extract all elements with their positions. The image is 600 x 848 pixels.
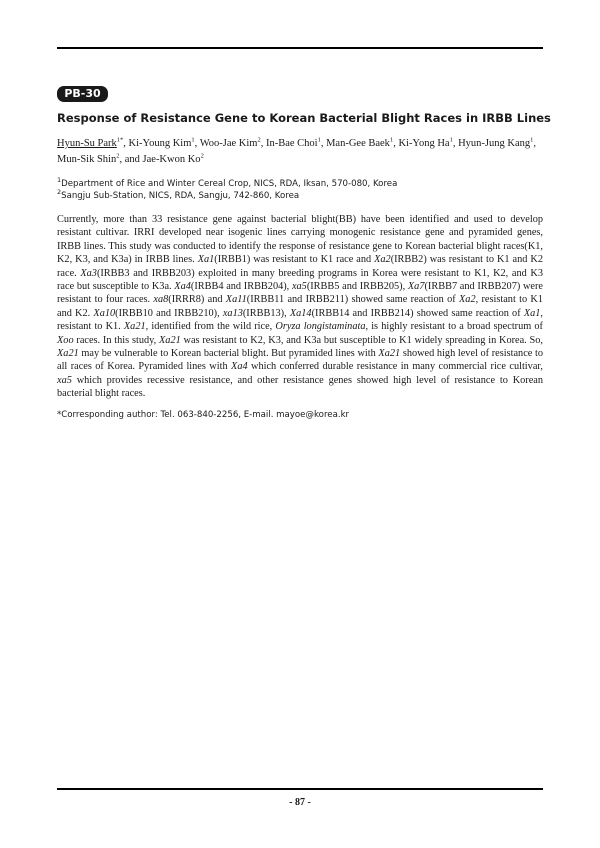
affiliation-text: Department of Rice and Winter Cereal Crop, NICS, RDA, Iksan, 570-080, Korea <box>61 179 398 189</box>
author <box>398 138 452 149</box>
gene-name: xa5 <box>291 281 307 293</box>
gene-name: Xa14 <box>289 307 312 319</box>
gene-name: Xa21 <box>123 321 146 333</box>
abstract-segment: which conferred durable resistance in many commercial rice cultivar, <box>247 361 543 373</box>
gene-name: Xoo <box>57 334 74 346</box>
author <box>57 154 119 165</box>
gene-name: Xa21 <box>159 334 181 346</box>
gene-name: Xa3 <box>80 267 97 279</box>
gene-name: Xa1 <box>197 254 215 266</box>
abstract-segment: (IRBB7 and IRBB207) were resistant to four races. <box>57 281 543 306</box>
author-name: Jae-Kwon Ko <box>142 154 201 165</box>
author-name: Hyun-Su Park <box>57 138 117 149</box>
author-separator: , <box>452 138 459 149</box>
top-rule <box>57 47 543 49</box>
abstract-segment: Currently, more than 33 resistance gene against bacterial blight(BB) have been identified and used to develop resistant cultivar. IRRI developed near isogenic lines carrying monogenic resistance gene and pyramided genes, IRBB lines. This study was conducted to identify the response of resistance gene to Korean bacterial blight races(K1, K2, K3, and K3a) in IRBB lines. <box>57 214 543 266</box>
abstract-text <box>57 213 543 401</box>
affiliation-list <box>57 178 545 202</box>
author-separator: , <box>320 138 327 149</box>
author-affiliation-marker: 1 <box>191 136 195 144</box>
author-name: Hyun-Jung Kang <box>458 138 531 149</box>
abstract-segment: (IRBB3 and IRBB203) exploited in many breeding programs in Korea were resistant to K1, K2, and K3 race but susceptible to K3a. <box>57 267 543 293</box>
gene-name: Xa21 <box>378 348 401 360</box>
author-affiliation-marker: 2 <box>257 136 261 144</box>
abstract-segment: which provides recessive resistance, and other resistance genes showed high level of resistance to Korean bacterial blight races. <box>57 374 543 400</box>
author-list <box>57 136 545 168</box>
author-separator: , <box>260 138 266 149</box>
abstract-segment: (IRBB5 and IRBB205), <box>306 281 408 293</box>
gene-name: Xa1 <box>523 307 541 319</box>
gene-name: Oryza longistaminata <box>275 321 366 333</box>
author-affiliation-marker: 1 <box>530 136 534 144</box>
abstract-segment: , resistant to K1. <box>57 307 543 333</box>
affiliation-marker: 2 <box>57 188 62 197</box>
affiliation <box>57 178 545 190</box>
paper-title: Response of Resistance Gene to Korean Bacterial Blight Races in IRBB Lines <box>57 111 551 125</box>
author <box>143 154 204 165</box>
gene-name: Xa2 <box>459 294 476 306</box>
gene-name: xa13 <box>222 307 243 319</box>
gene-name: xa8 <box>153 294 169 306</box>
page-number: - 87 - <box>289 797 311 808</box>
author-name: In-Bae Choi <box>265 138 318 149</box>
author-separator: , <box>533 138 537 149</box>
abstract-segment: races. In this study, <box>73 334 159 346</box>
abstract-segment: , is highly resistant to a broad spectrum of <box>365 321 543 333</box>
author-affiliation-marker: 1 <box>449 136 453 144</box>
abstract-segment: (IRBB10 and IRBB210), <box>115 307 223 319</box>
author <box>326 138 393 149</box>
author-separator: , and <box>119 154 143 165</box>
author <box>200 138 261 149</box>
author <box>266 138 321 149</box>
gene-name: Xa4 <box>174 281 191 293</box>
abstract-segment: (IRBB11 and IRBB211) showed same reaction of <box>246 294 460 306</box>
author-affiliation-marker: 1* <box>116 136 124 144</box>
gene-name: Xa21 <box>57 348 79 360</box>
author-affiliation-marker: 2 <box>116 152 120 160</box>
author-name: Man-Gee Baek <box>326 138 390 149</box>
poster-id-badge: PB-30 <box>57 86 108 102</box>
author <box>458 138 533 149</box>
author-name: Ki-Yong Ha <box>398 138 450 149</box>
author-name: Mun-Sik Shin <box>57 154 117 165</box>
author-affiliation-marker: 1 <box>389 136 394 144</box>
author-affiliation-marker: 1 <box>317 136 321 144</box>
author-name: Ki-Young Kim <box>128 138 192 149</box>
abstract-segment: (IRRR8) and <box>168 294 226 306</box>
author-separator: , <box>194 138 200 149</box>
bottom-rule <box>57 788 543 790</box>
author <box>129 138 195 149</box>
author-name: Woo-Jae Kim <box>199 138 258 149</box>
abstract-segment: showed high level of resistance to all races of Korea. Pyramided lines with <box>57 348 544 373</box>
gene-name: xa5 <box>57 374 72 386</box>
author-separator: , <box>393 138 399 149</box>
gene-name: Xa2 <box>374 254 391 266</box>
abstract-segment: may be vulnerable to Korean bacterial blight. But pyramided lines with <box>78 348 379 360</box>
abstract-segment: (IRBB13), <box>242 307 290 319</box>
abstract-segment: , identified from the wild rice, <box>145 321 276 333</box>
abstract-segment: was resistant to K2, K3, and K3a but susceptible to K1 widely spreading in Korea. So, <box>180 334 543 346</box>
abstract-segment: , resistant to K1 and K2. <box>57 294 543 319</box>
abstract-segment: (IRBB1) was resistant to K1 race and <box>214 254 375 266</box>
author <box>57 138 123 149</box>
author-separator: , <box>123 138 129 149</box>
author-affiliation-marker: 2 <box>200 152 204 160</box>
gene-name: Xa4 <box>231 361 248 373</box>
gene-name: Xa10 <box>93 307 116 319</box>
affiliation-text: Sangju Sub-Station, NICS, RDA, Sangju, 742-860, Korea <box>61 191 300 201</box>
abstract-segment: (IRBB14 and IRBB214) showed same reaction of <box>311 307 524 319</box>
abstract-segment: (IRBB2) was resistant to K1 and K2 race. <box>57 254 543 279</box>
abstract-segment: (IRBB4 and IRBB204), <box>190 281 292 293</box>
gene-name: Xa7 <box>407 281 425 293</box>
affiliation-marker: 1 <box>57 176 62 185</box>
affiliation <box>57 190 545 202</box>
gene-name: Xa11 <box>225 294 247 306</box>
corresponding-author: *Corresponding author: Tel. 063-840-2256, E-mail. mayoe@korea.kr <box>57 410 350 420</box>
